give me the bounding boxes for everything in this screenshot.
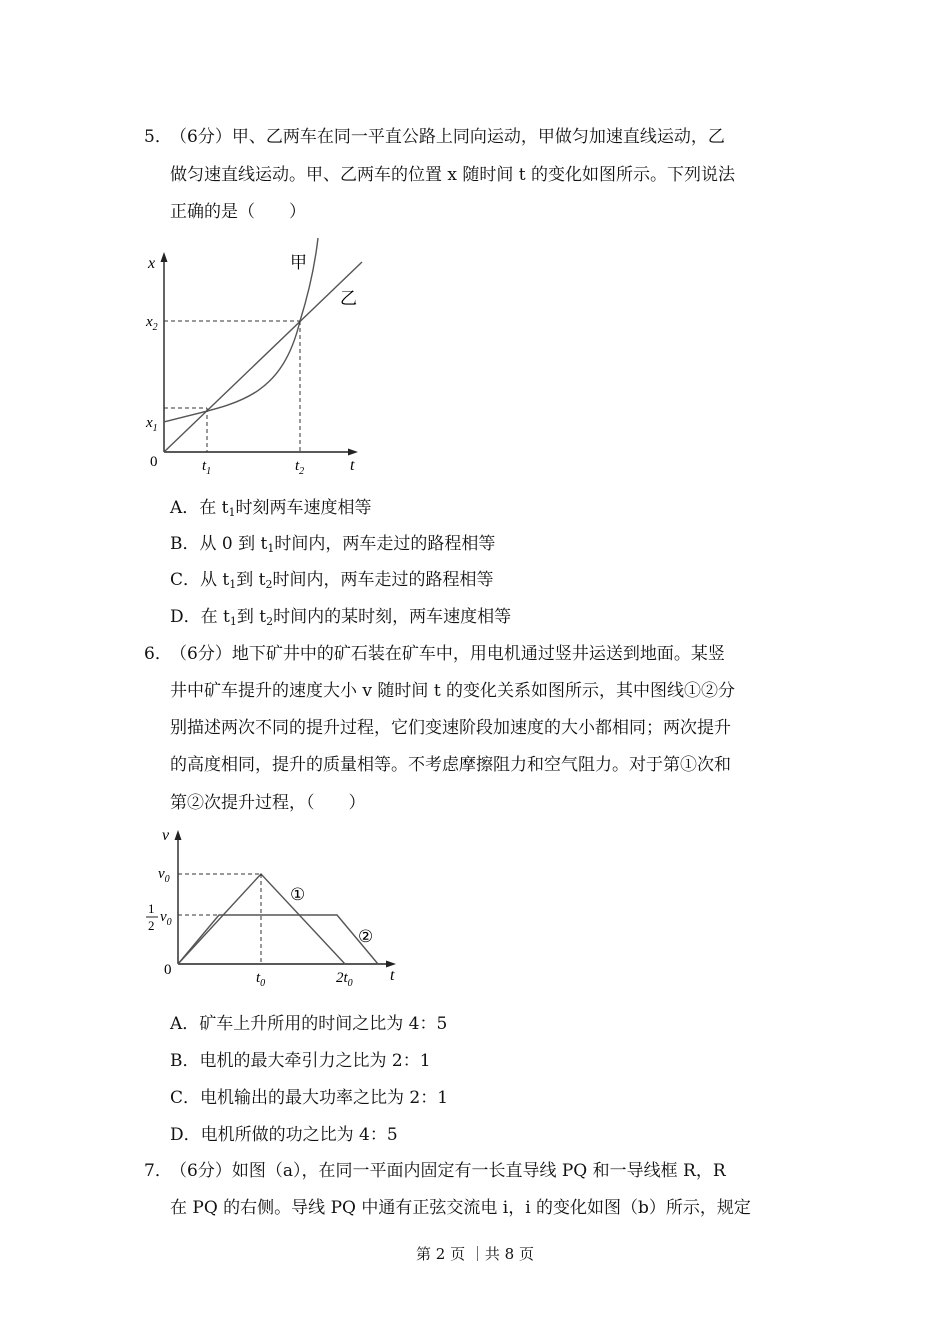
q6-t0-label: $t_0$: [256, 970, 266, 989]
q5-label-jia: 甲: [290, 253, 307, 272]
q6-half-v0-label: $v_0$: [160, 909, 172, 928]
q5-t1-label: $t_1$: [202, 458, 212, 477]
q6-line-3: 别描述两次不同的提升过程，它们变速阶段加速度的大小都相同；两次提升: [170, 718, 731, 738]
q5-t2-label: $t_2$: [295, 458, 305, 477]
q6-y-axis-label: v: [162, 827, 170, 844]
q5-option-a: A．在 $t_1$时刻两车速度相等: [170, 498, 372, 519]
q5-option-d: D．在 $t_1$到 $t_2$时间内的某时刻，两车速度相等: [170, 607, 512, 628]
q6-v0-label: $v_0$: [158, 866, 170, 885]
q5-label-yi: 乙: [340, 289, 357, 308]
page-footer: 第 2 页 ｜共 8 页: [416, 1245, 534, 1263]
q6-velocity-time-graph: [140, 822, 410, 992]
q5-origin-label: 0: [150, 454, 158, 470]
q6-option-a: A．矿车上升所用的时间之比为 4：5: [170, 1014, 448, 1034]
q6-curve-2: [178, 915, 378, 964]
q6-y-arrow: [175, 830, 182, 840]
q5-x2-label: $x_2$: [146, 314, 158, 333]
q6-option-b: B．电机的最大牵引力之比为 2：1: [170, 1051, 431, 1071]
q5-option-b: B．从 0 到 $t_1$时间内，两车走过的路程相等: [170, 534, 496, 555]
q6-origin-label: 0: [164, 962, 172, 978]
q6-line-5: 第②次提升过程，（ ）: [170, 793, 366, 813]
q5-option-c: C．从 $t_1$到 $t_2$时间内，两车走过的路程相等: [170, 570, 494, 591]
q5-x-arrow: [348, 449, 358, 456]
q5-y-arrow: [161, 252, 168, 262]
q6-number: 6．: [144, 644, 172, 664]
q6-option-d: D．电机所做的功之比为 4：5: [170, 1125, 398, 1145]
q7-number: 7．: [144, 1161, 172, 1181]
q7-line-1: 7．（6分）如图（a），在同一平面内固定有一长直导线 PQ 和一导线框 R，R: [144, 1161, 726, 1181]
q6-half-denominator: 2: [148, 918, 155, 933]
q5-x-axis-label: t: [350, 457, 355, 474]
q6-half-numerator: 1: [148, 901, 155, 916]
q5-line-1: 5．（6分）甲、乙两车在同一平直公路上同向运动，甲做匀加速直线运动，乙: [144, 127, 725, 147]
q7-line-2: 在 PQ 的右侧。导线 PQ 中通有正弦交流电 i，i 的变化如图（b）所示，规定: [170, 1198, 751, 1218]
q5-line-2: 做匀速直线运动。甲、乙两车的位置 x 随时间 t 的变化如图所示。下列说法: [170, 165, 736, 185]
q6-x-axis-label: t: [390, 967, 395, 984]
q6-curve-1-label: ①: [290, 885, 306, 904]
q6-line-4: 的高度相同，提升的质量相等。不考虑摩擦阻力和空气阻力。对于第①次和: [170, 755, 731, 775]
q5-x1-label: $x_1$: [146, 415, 158, 434]
q5-position-time-graph: [140, 234, 380, 484]
q6-line-1: 6．（6分）地下矿井中的矿石装在矿车中，用电机通过竖井运送到地面。某竖: [144, 644, 725, 664]
q6-2t0-label: $2t_0$: [336, 970, 353, 989]
q6-curve-2-label: ②: [358, 927, 374, 946]
q6-line-2: 井中矿车提升的速度大小 v 随时间 t 的变化关系如图所示，其中图线①②分: [170, 681, 736, 701]
q6-option-c: C．电机输出的最大功率之比为 2：1: [170, 1088, 449, 1108]
q5-line-yi: [164, 262, 362, 452]
q5-line-3: 正确的是（ ）: [170, 202, 306, 222]
q5-number: 5．: [144, 127, 172, 147]
q5-y-axis-label: x: [148, 255, 156, 272]
